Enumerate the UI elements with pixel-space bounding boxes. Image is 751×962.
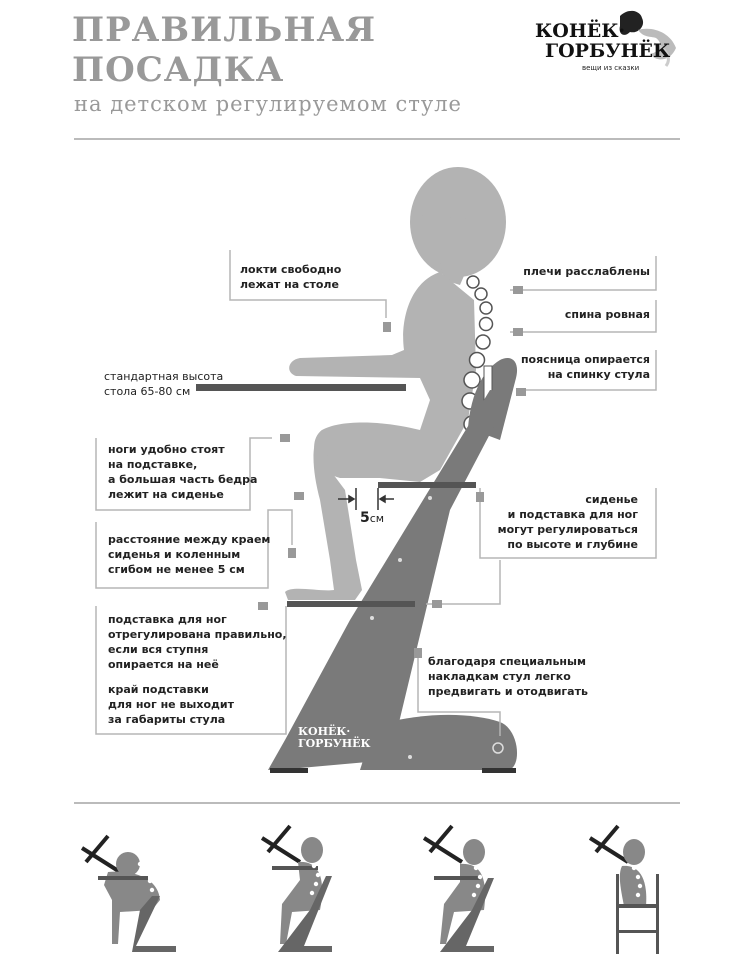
- cross-icon: [590, 826, 628, 862]
- cross-icon: [82, 836, 120, 872]
- logo-text-line-1: КОНЁК·: [535, 20, 626, 42]
- page-subtitle: на детском регулируемом стуле: [74, 92, 462, 116]
- pointer-hand-icon: [383, 322, 391, 332]
- gap-value: 5: [360, 510, 370, 526]
- label-seat-adjust: сиденье и подставка для ног могут регулироваться по высоте и глубине: [497, 493, 638, 551]
- title-line-2: ПОСАДКА: [72, 50, 285, 90]
- pointer-hand-icon: [432, 600, 442, 608]
- label-elbows: локти свободно лежат на столе: [240, 263, 342, 291]
- chair-logo-line-1: КОНЁК·: [298, 725, 351, 738]
- label-footrest-ok: подставка для ног отрегулирована правильно, если вся ступня опирается на неё: [108, 613, 287, 671]
- cross-icon: [262, 826, 300, 862]
- table-top: [196, 384, 406, 391]
- label-table-height: стандартная высота стола 65-80 см: [104, 370, 224, 398]
- pointer-hand-icon: [513, 328, 523, 336]
- chair-seat: [378, 482, 476, 488]
- gap-unit: см: [369, 512, 385, 525]
- gap-dimension-label: [360, 510, 384, 526]
- chair-logo-line-2: ГОРБУНЁК: [298, 737, 371, 750]
- incorrect-postures: [82, 826, 659, 954]
- pointer-hand-icon: [414, 648, 422, 658]
- label-lumbar: поясница опирается на спинку стула: [520, 353, 650, 381]
- pointer-hand-icon: [476, 492, 484, 502]
- chair-footrest: [287, 601, 415, 607]
- title-line-1: ПРАВИЛЬНАЯ: [72, 10, 377, 50]
- label-sliders: благодаря специальным накладкам стул легко предвигать и отодвигать: [428, 655, 588, 698]
- label-feet: ноги удобно стоят на подставке, а большая часть бедра лежит на сиденье: [108, 443, 258, 501]
- label-shoulders: плечи расслаблены: [523, 265, 650, 278]
- pointer-hand-icon: [513, 286, 523, 294]
- pointer-hand-icon: [280, 434, 290, 442]
- pointer-hand-icon: [258, 602, 268, 610]
- wrong-posture-2: [262, 826, 332, 952]
- wrong-posture-3: [424, 826, 494, 952]
- pointer-hand-icon: [516, 388, 526, 396]
- bottom-spine-dots: [138, 862, 642, 897]
- logo-text-line-2: ГОРБУНЁК: [545, 40, 671, 62]
- wrong-posture-4: [590, 826, 659, 954]
- chair-logo: [298, 726, 371, 750]
- label-knee-gap: расстояние между краем сиденья и коленным сгибом не менее 5 см: [108, 533, 271, 576]
- logo-tagline: вещи из сказки: [582, 64, 640, 72]
- slider-pad-back: [482, 768, 516, 773]
- pointer-hand-icon: [294, 492, 304, 500]
- wrong-posture-1: [82, 836, 176, 952]
- label-back: спина ровная: [564, 308, 650, 321]
- slider-pad-front: [270, 768, 308, 773]
- cross-icon: [424, 826, 462, 862]
- chair: [268, 358, 517, 773]
- label-footrest-edge: край подставки для ног не выходит за габариты стула: [108, 683, 234, 726]
- pointer-hand-icon: [288, 548, 296, 558]
